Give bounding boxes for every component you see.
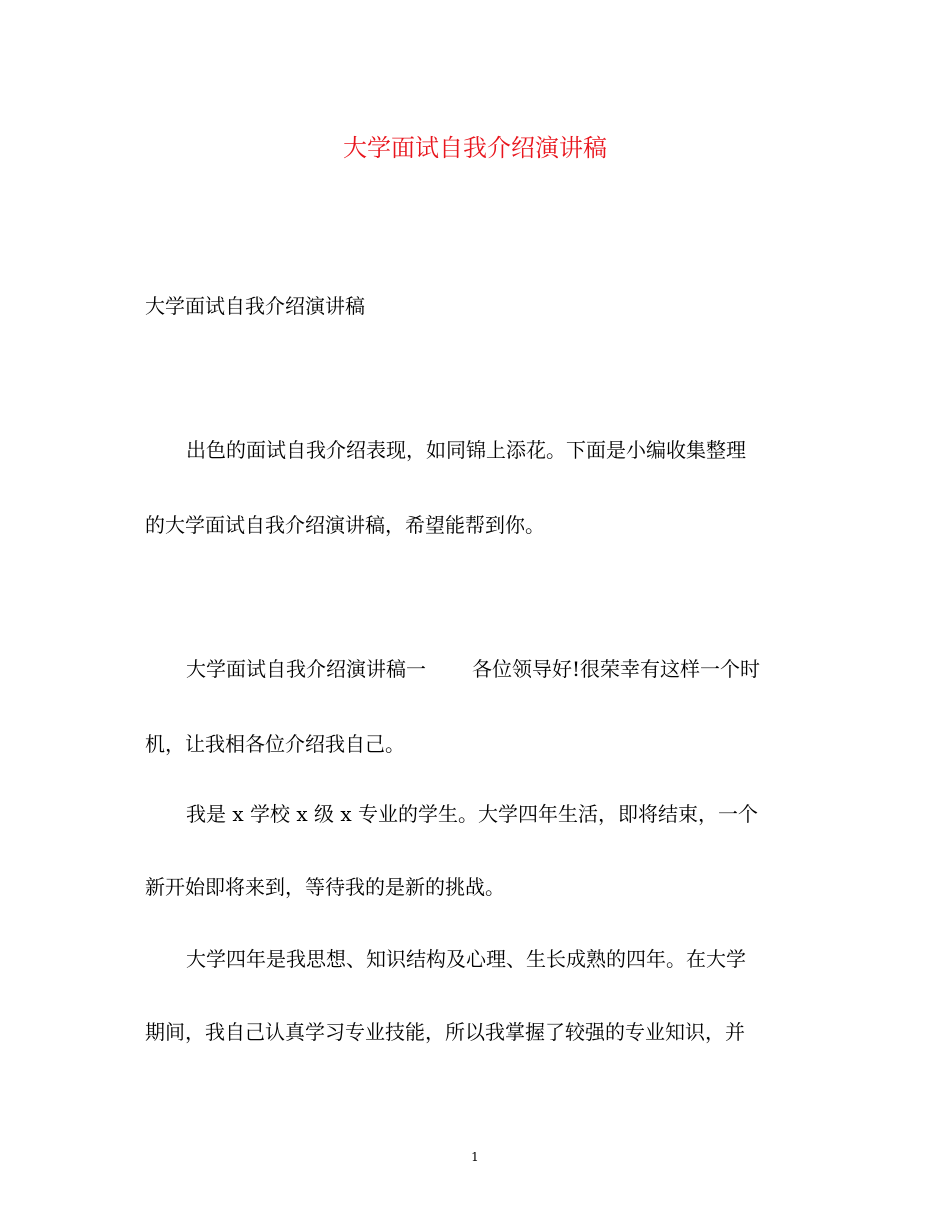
page-number: 1: [471, 1150, 479, 1164]
paragraph-text: 各位领导好!很荣幸有这样一个时: [472, 657, 761, 681]
paragraph-line: 期间，我自己认真学习专业技能，所以我掌握了较强的专业知识，并: [145, 1020, 745, 1044]
document-subtitle: 大学面试自我介绍演讲稿: [145, 294, 365, 318]
section-heading: 大学面试自我介绍演讲稿一: [186, 657, 426, 681]
paragraph-line: 新开始即将来到，等待我的是新的挑战。: [145, 875, 505, 899]
document-title: 大学面试自我介绍演讲稿: [343, 134, 607, 162]
paragraph-line: 的大学面试自我介绍演讲稿，希望能帮到你。: [145, 513, 545, 537]
paragraph-line: [186, 654, 760, 684]
paragraph-line: 出色的面试自我介绍表现，如同锦上添花。下面是小编收集整理: [186, 438, 746, 462]
paragraph-line: 机，让我相各位介绍我自己。: [145, 732, 405, 756]
paragraph-line: 我是 x 学校 x 级 x 专业的学生。大学四年生活，即将结束，一个: [186, 802, 758, 826]
paragraph-line: 大学四年是我思想、知识结构及心理、生长成熟的四年。在大学: [186, 947, 746, 971]
